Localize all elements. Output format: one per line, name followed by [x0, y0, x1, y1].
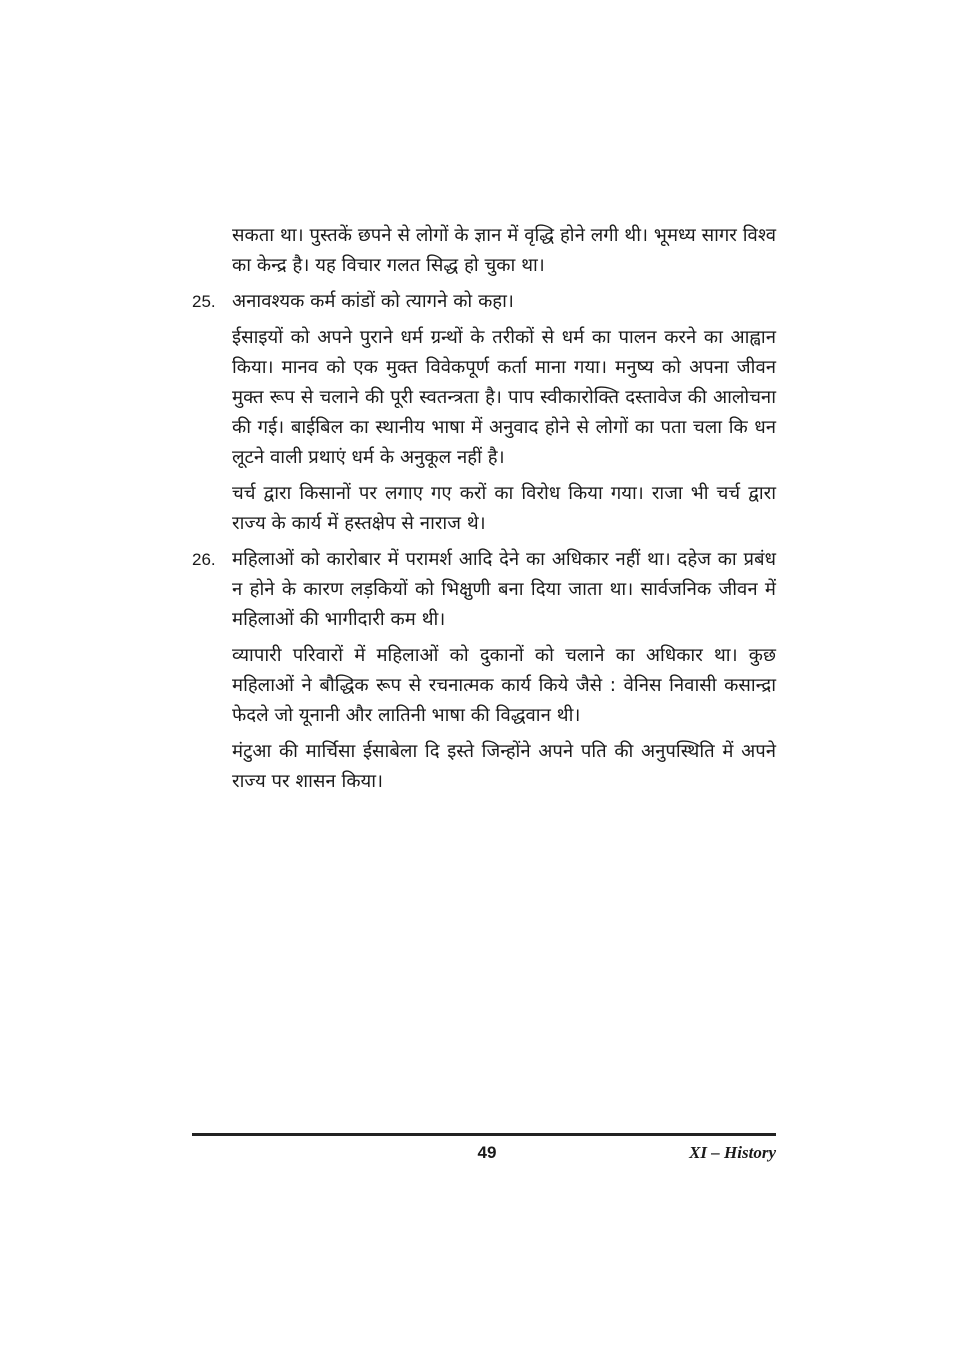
item-25: [192, 287, 776, 539]
page-content: [192, 221, 776, 803]
item-paragraph: ईसाइयों को अपने पुराने धर्म ग्रन्थों के तरीकों से धर्म का पालन करने का आह्वान किया। मानव को एक मुक्त विवेकपूर्ण कर्ता माना गया। मनुष्य को अपना जीवन मुक्त रूप से चलाने की पूरी स्वतन्त्रता है। पाप स्वीकारोक्ति दस्तावेज की आलोचना की गई। बाईबिल का स्थानीय भाषा में अनुवाद होने से लोगों का पता चला कि धन लूटने वाली प्रथाएं धर्म के अनुकूल नहीं है।: [232, 327, 776, 468]
page-number: 49: [477, 1143, 497, 1162]
item-paragraph: व्यापारी परिवारों में महिलाओं को दुकानों को चलाने का अधिकार था। कुछ महिलाओं ने बौद्धिक रूप से रचनात्मक कार्य किये जैसे : वेनिस निवासी कसान्द्रा फेदले जो यूनानी और लातिनी भाषा की विद्धवान थी।: [232, 645, 776, 726]
item-26: [192, 545, 776, 797]
item-number: 26.: [192, 550, 216, 569]
item-paragraph: चर्च द्वारा किसानों पर लगाए गए करों का विरोध किया गया। राजा भी चर्च द्वारा राज्य के कार्य में हस्तक्षेप से नाराज थे।: [232, 483, 776, 534]
item-paragraph: अनावश्यक कर्म कांडों को त्यागने को कहा।: [232, 291, 514, 312]
footer-divider: [192, 1133, 776, 1136]
subject-label: XI – History: [689, 1143, 776, 1162]
item-paragraph: महिलाओं को कारोबार में परामर्श आदि देने का अधिकार नहीं था। दहेज का प्रबंध न होने के कारण लड़कियों को भिक्षुणी बना दिया जाता था। सार्वजनिक जीवन में महिलाओं की भागीदारी कम थी।: [232, 549, 776, 630]
intro-paragraph: सकता था। पुस्तकें छपने से लोगों के ज्ञान में वृद्धि होने लगी थी। भूमध्य सागर विश्व का केन्द्र है। यह विचार गलत सिद्ध हो चुका था।: [232, 225, 776, 276]
item-number: 25.: [192, 292, 216, 311]
item-paragraph: मंटुआ की मार्चिसा ईसाबेला दि इस्ते जिन्होंने अपने पति की अनुपस्थिति में अपने राज्य पर शासन किया।: [232, 741, 776, 792]
